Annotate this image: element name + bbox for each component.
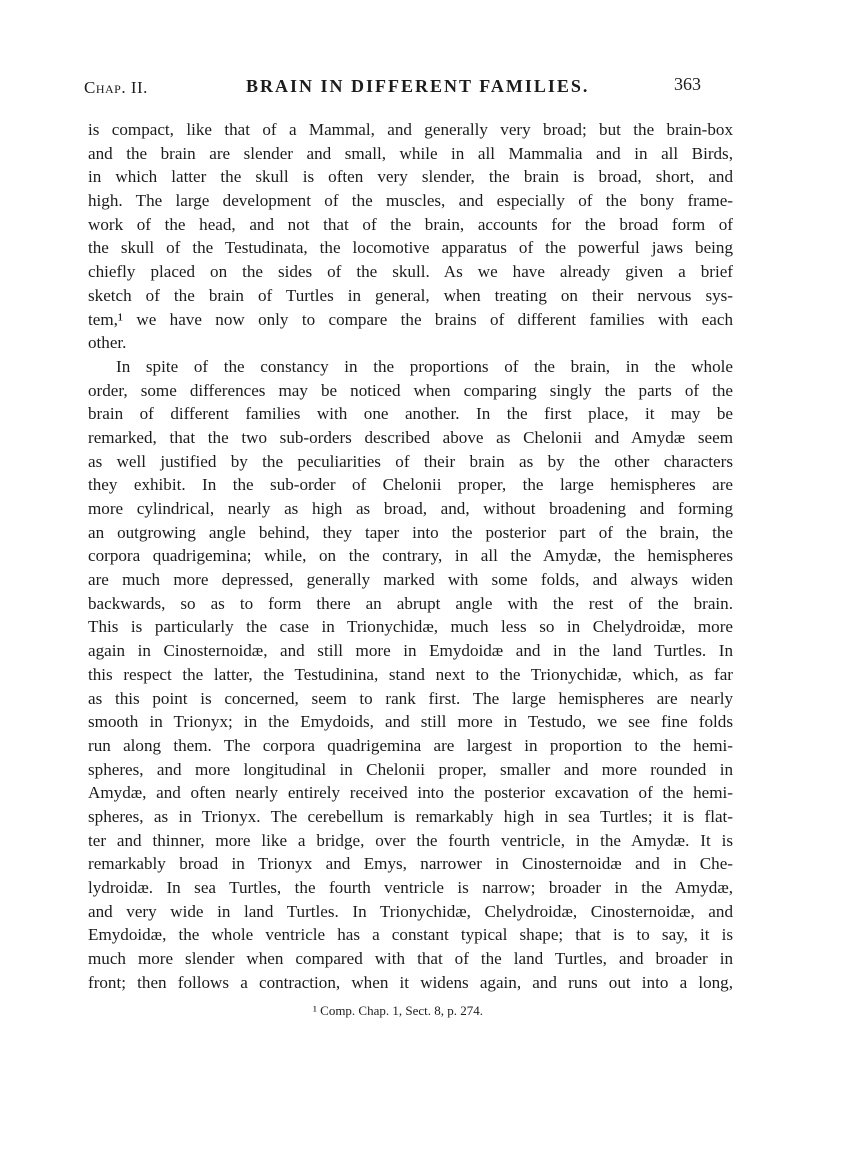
text-line: tem,¹ we have now only to compare the brains of different families with each bbox=[88, 309, 733, 329]
chapter-label: Chap. II. bbox=[84, 78, 148, 97]
text-line: backwards, so as to form there an abrupt angle with the rest of the brain. bbox=[88, 593, 733, 613]
footnote: ¹ Comp. Chap. 1, Sect. 8, p. 274. bbox=[313, 1003, 484, 1018]
text-line: an outgrowing angle behind, they taper into the posterior part of the brain, the bbox=[88, 522, 733, 542]
text-line: front; then follows a contraction, when it widens again, and runs out into a long, bbox=[88, 972, 733, 992]
text-line: Amydæ, and often nearly entirely received into the posterior excavation of the hemi- bbox=[88, 783, 733, 803]
text-line: again in Cinosternoidæ, and still more in Emydoidæ and in the land Turtles. In bbox=[88, 641, 733, 661]
text-line: brain of different families with one another. In the first place, it may be bbox=[88, 404, 733, 424]
text-line: chiefly placed on the sides of the skull. As we have already given a brief bbox=[88, 262, 733, 282]
text-line: as this point is concerned, seem to rank first. The large hemispheres are nearly bbox=[88, 688, 733, 708]
text-line: much more slender when compared with that of the land Turtles, and broader in bbox=[88, 949, 733, 969]
text-line: corpora quadrigemina; while, on the contrary, in all the Amydæ, the hemispheres bbox=[88, 546, 733, 566]
text-line: they exhibit. In the sub-order of Chelonii proper, the large hemispheres are bbox=[88, 475, 733, 495]
text-line: high. The large development of the muscles, and especially of the bony frame- bbox=[88, 191, 733, 211]
text-line: smooth in Trionyx; in the Emydoids, and still more in Testudo, we see fine folds bbox=[88, 712, 733, 732]
text-line: remarkably broad in Trionyx and Emys, narrower in Cinosternoidæ and in Che- bbox=[88, 854, 733, 874]
text-line: This is particularly the case in Trionychidæ, much less so in Chelydroidæ, more bbox=[88, 617, 733, 637]
text-line: spheres, and more longitudinal in Chelonii proper, smaller and more rounded in bbox=[88, 759, 733, 779]
text-line: sketch of the brain of Turtles in general, when treating on their nervous sys- bbox=[88, 285, 733, 305]
paragraph-1 bbox=[88, 118, 733, 355]
text-line: Emydoidæ, the whole ventricle has a constant typical shape; that is to say, it is bbox=[88, 925, 733, 945]
text-line: and very wide in land Turtles. In Trionychidæ, Chelydroidæ, Cinosternoidæ, and bbox=[88, 901, 733, 921]
text-line: other. bbox=[88, 333, 127, 353]
running-title: BRAIN IN DIFFERENT FAMILIES. bbox=[246, 76, 590, 96]
text-line: order, some differences may be noticed when comparing singly the parts of the bbox=[88, 380, 733, 400]
text-line: remarked, that the two sub-orders described above as Chelonii and Amydæ seem bbox=[88, 427, 733, 447]
text-line: lydroidæ. In sea Turtles, the fourth ventricle is narrow; broader in the Amydæ, bbox=[88, 878, 733, 897]
page-number: 363 bbox=[674, 74, 701, 94]
paragraph-2 bbox=[88, 355, 733, 995]
text-line: are much more depressed, generally marked with some folds, and always widen bbox=[88, 570, 733, 590]
text-line: more cylindrical, nearly as high as broad, and, without broadening and forming bbox=[88, 499, 733, 518]
text-line: work of the head, and not that of the brain, accounts for the broad form of bbox=[88, 214, 733, 234]
text-line: ter and thinner, more like a bridge, over the fourth ventricle, in the Amydæ. It is bbox=[88, 830, 733, 850]
text-line: spheres, as in Trionyx. The cerebellum is remarkably high in sea Turtles; it is flat- bbox=[88, 806, 733, 826]
text-line: this respect the latter, the Testudinina, stand next to the Trionychidæ, which, as far bbox=[88, 664, 733, 684]
text-line: as well justified by the peculiarities of their brain as by the other characters bbox=[88, 451, 733, 471]
body-text bbox=[88, 118, 733, 994]
text-line: is compact, like that of a Mammal, and generally very broad; but the brain-box bbox=[88, 120, 733, 139]
text-line: run along them. The corpora quadrigemina are largest in proportion to the hemi- bbox=[88, 735, 733, 755]
text-line: the skull of the Testudinata, the locomotive apparatus of the powerful jaws being bbox=[88, 238, 733, 258]
text-line: and the brain are slender and small, while in all Mammalia and in all Birds, bbox=[88, 143, 733, 163]
running-head bbox=[84, 74, 734, 104]
text-line: In spite of the constancy in the proportions of the brain, in the whole bbox=[116, 356, 733, 376]
text-line: in which latter the skull is often very slender, the brain is broad, short, and bbox=[88, 167, 733, 187]
